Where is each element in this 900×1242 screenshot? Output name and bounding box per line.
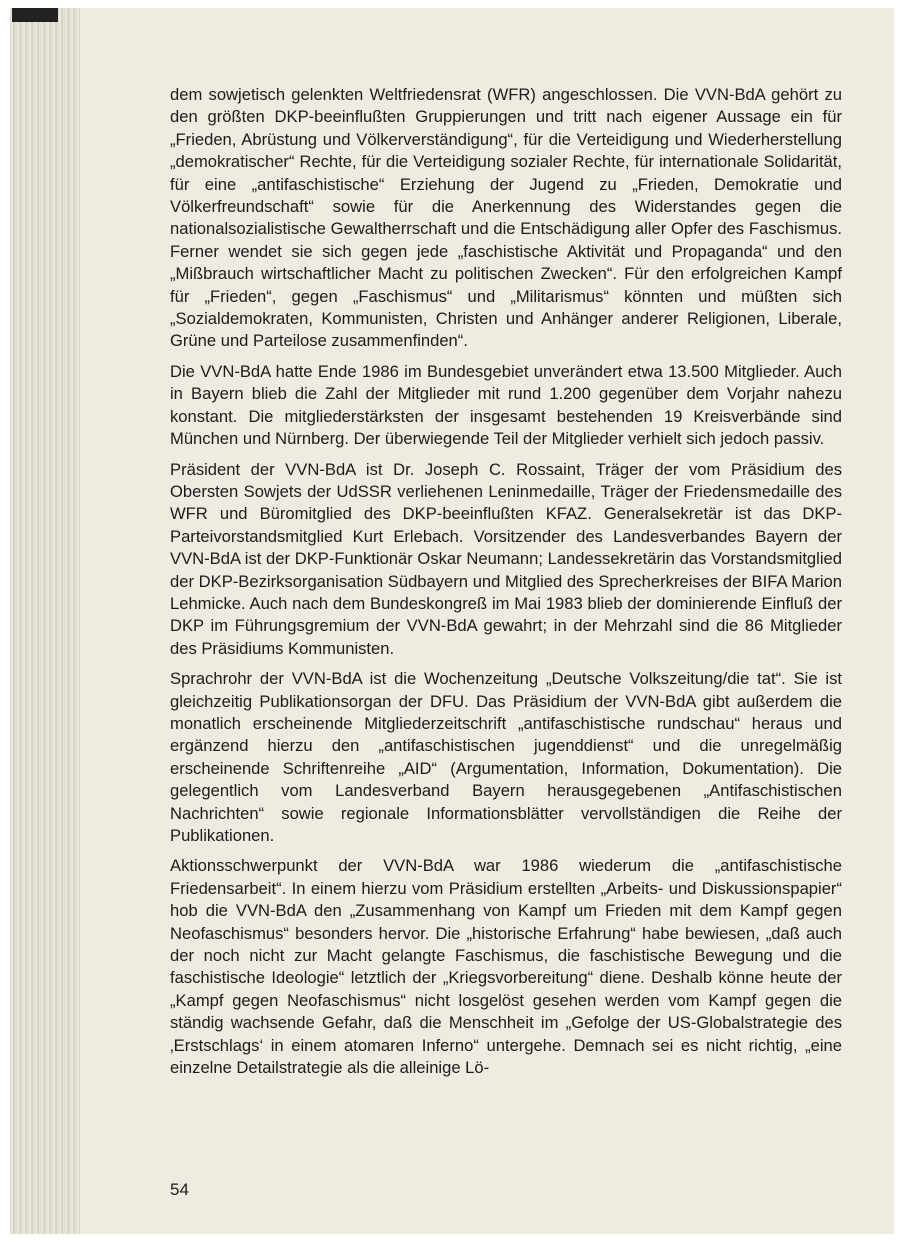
paragraph: Präsident der VVN-BdA ist Dr. Joseph C. Rossaint, Träger der vom Präsidium des Obersten Sowjets der UdSSR verliehenen Leninmedaille, Träger der Friedensmedaille des WFR und Büromitglied des DKP-beeinflußten KFAZ. Generalsekretär ist das DKP-Parteivorstandsmitglied Kurt Erlebach. Vorsitzender des Landesverbandes Bayern der VVN-BdA ist der DKP-Funktionär Oskar Neumann; Landessekretärin das Vorstandsmitglied der DKP-Bezirksorganisation Südbayern und Mitglied des Sprecherkreises der BIFA Marion Lehmicke. Auch nach dem Bundeskongreß im Mai 1983 blieb der dominierende Einfluß der DKP im Führungsgremium der VVN-BdA gewahrt; in der Mehrzahl sind die 86 Mitglieder des Präsidiums Kommunisten. xyxy=(170,459,842,658)
paragraph: dem sowjetisch gelenkten Weltfriedensrat (WFR) angeschlossen. Die VVN-BdA gehört zu den größten DKP-beeinflußten Gruppierungen und tritt nach eigener Aussage ein für „Frieden, Abrüstung und Völkerverständigung“, für die Verteidigung und Wiederherstellung „demokratischer“ Rechte, für die Verteidigung sozialer Rechte, für internationale Solidarität, für eine „antifaschistische“ Erziehung der Jugend zu „Frieden, Demokratie und Völkerfreundschaft“ sowie für die Anerkennung des Widerstandes gegen die nationalsozialistische Gewaltherrschaft und die Entschädigung aller Opfer des Faschismus. Ferner wendet sie sich gegen jede „faschistische Aktivität und Propaganda“ und den „Mißbrauch wirtschaftlicher Macht zu politischen Zwecken“. Für den erfolgreichen Kampf für „Frieden“, gegen „Faschismus“ und „Militarismus“ könnten und müßten sich „Sozialdemokraten, Kommunisten, Christen und Anhänger anderer Religionen, Liberale, Grüne und Parteilose zusammenfinden“. xyxy=(170,85,842,351)
page-edges xyxy=(10,8,80,1234)
book-page xyxy=(10,8,894,1234)
paragraph: Aktionsschwerpunkt der VVN-BdA war 1986 wiederum die „antifaschistische Friedensarbeit“. In einem hierzu vom Präsidium erstellten „Arbeits- und Diskussionspapier“ hob die VVN-BdA den „Zusammenhang von Kampf um Frieden mit dem Kampf gegen Neofaschismus“ besonders hervor. Die „historische Erfahrung“ habe bewiesen, „daß auch der noch nicht zur Macht gelangte Faschismus, die faschistische Bewegung und die faschistische Ideologie“ letztlich der „Kriegsvorbereitung“ diene. Deshalb könne heute der „Kampf gegen Neofaschismus“ nicht losgelöst gesehen werden vom Kampf gegen die ständig wachsende Gefahr, daß die Menschheit im „Gefolge der US-Globalstrategie des ‚Erstschlags‘ in einem atomaren Inferno“ untergehe. Demnach sei es nicht richtig, „eine einzelne Detailstrategie als die alleinige Lö- xyxy=(170,856,842,1078)
page-number: 54 xyxy=(170,1180,189,1199)
paragraph: Sprachrohr der VVN-BdA ist die Wochenzeitung „Deutsche Volkszeitung/die tat“. Sie ist gleichzeitig Publikationsorgan der DFU. Das Präsidium der VVN-BdA gibt außerdem die monatlich erscheinende Mitgliederzeitschrift „antifaschistische rundschau“ heraus und ergänzend hierzu den „antifaschistischen jugenddienst“ und die unregelmäßig erscheinende Schriftenreihe „AID“ (Argumentation, Information, Dokumentation). Die gelegentlich vom Landesverband Bayern herausgegebenen „Antifaschistischen Nachrichten“ sowie regionale Informationsblätter vervollständigen die Reihe der Publikationen. xyxy=(170,669,842,845)
paragraph: Die VVN-BdA hatte Ende 1986 im Bundesgebiet unverändert etwa 13.500 Mitglieder. Auch in Bayern blieb die Zahl der Mitglieder mit rund 1.200 gegenüber dem Vorjahr nahezu konstant. Die mitgliederstärksten der insgesamt bestehenden 19 Kreisverbände sind München und Nürnberg. Der überwiegende Teil der Mitglieder verhielt sich jedoch passiv. xyxy=(170,361,842,449)
body-text xyxy=(170,84,842,1087)
page-edge-mark xyxy=(12,8,58,22)
